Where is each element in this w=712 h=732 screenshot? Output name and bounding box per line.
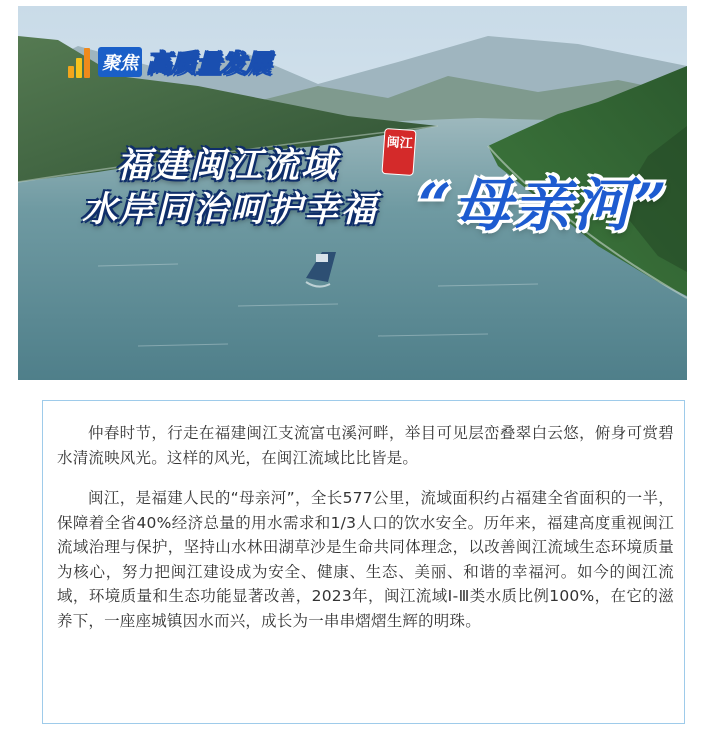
headline-line-2: 水岸同治呵护幸福: [82, 189, 379, 230]
hero-image: [18, 6, 687, 380]
badge-label-small: 聚焦: [98, 47, 142, 77]
headline-line-1: 福建闽江流域: [116, 145, 339, 186]
badge-label-big: 高质量发展: [146, 49, 272, 78]
topic-badge: [68, 44, 271, 80]
article-paragraph: 闽江，是福建人民的“母亲河”，全长577公里，流域面积约占福建全省面积的一半，保障着全省40%经济总量的用水需求和1/3人口的饮水安全。历年来，福建高度重视闽江流域治理与保护，坚持山水林田湖草沙是生命共同体理念，以改善闽江流域生态环境质量为核心，努力把闽江建设成为安全、健康、生态、美丽、和谐的幸福河。如今的闽江流域，环境质量和生态功能显著改善，2023年，闽江流域Ⅰ-Ⅲ类水质比例100%，在它的滋养下，一座座城镇因水而兴，成长为一串串熠熠生辉的明珠。: [57, 489, 674, 630]
headline-mother-river: “母亲河”: [418, 171, 669, 239]
bar-chart-icon: [68, 44, 96, 80]
article-text-box: [42, 400, 685, 724]
seal-stamp: 闽江: [383, 129, 416, 175]
article-paragraph: 仲春时节，行走在福建闽江支流富屯溪河畔，举目可见层峦叠翠白云悠，俯身可赏碧水清流映风光。这样的风光，在闽江流域比比皆是。: [57, 424, 674, 467]
